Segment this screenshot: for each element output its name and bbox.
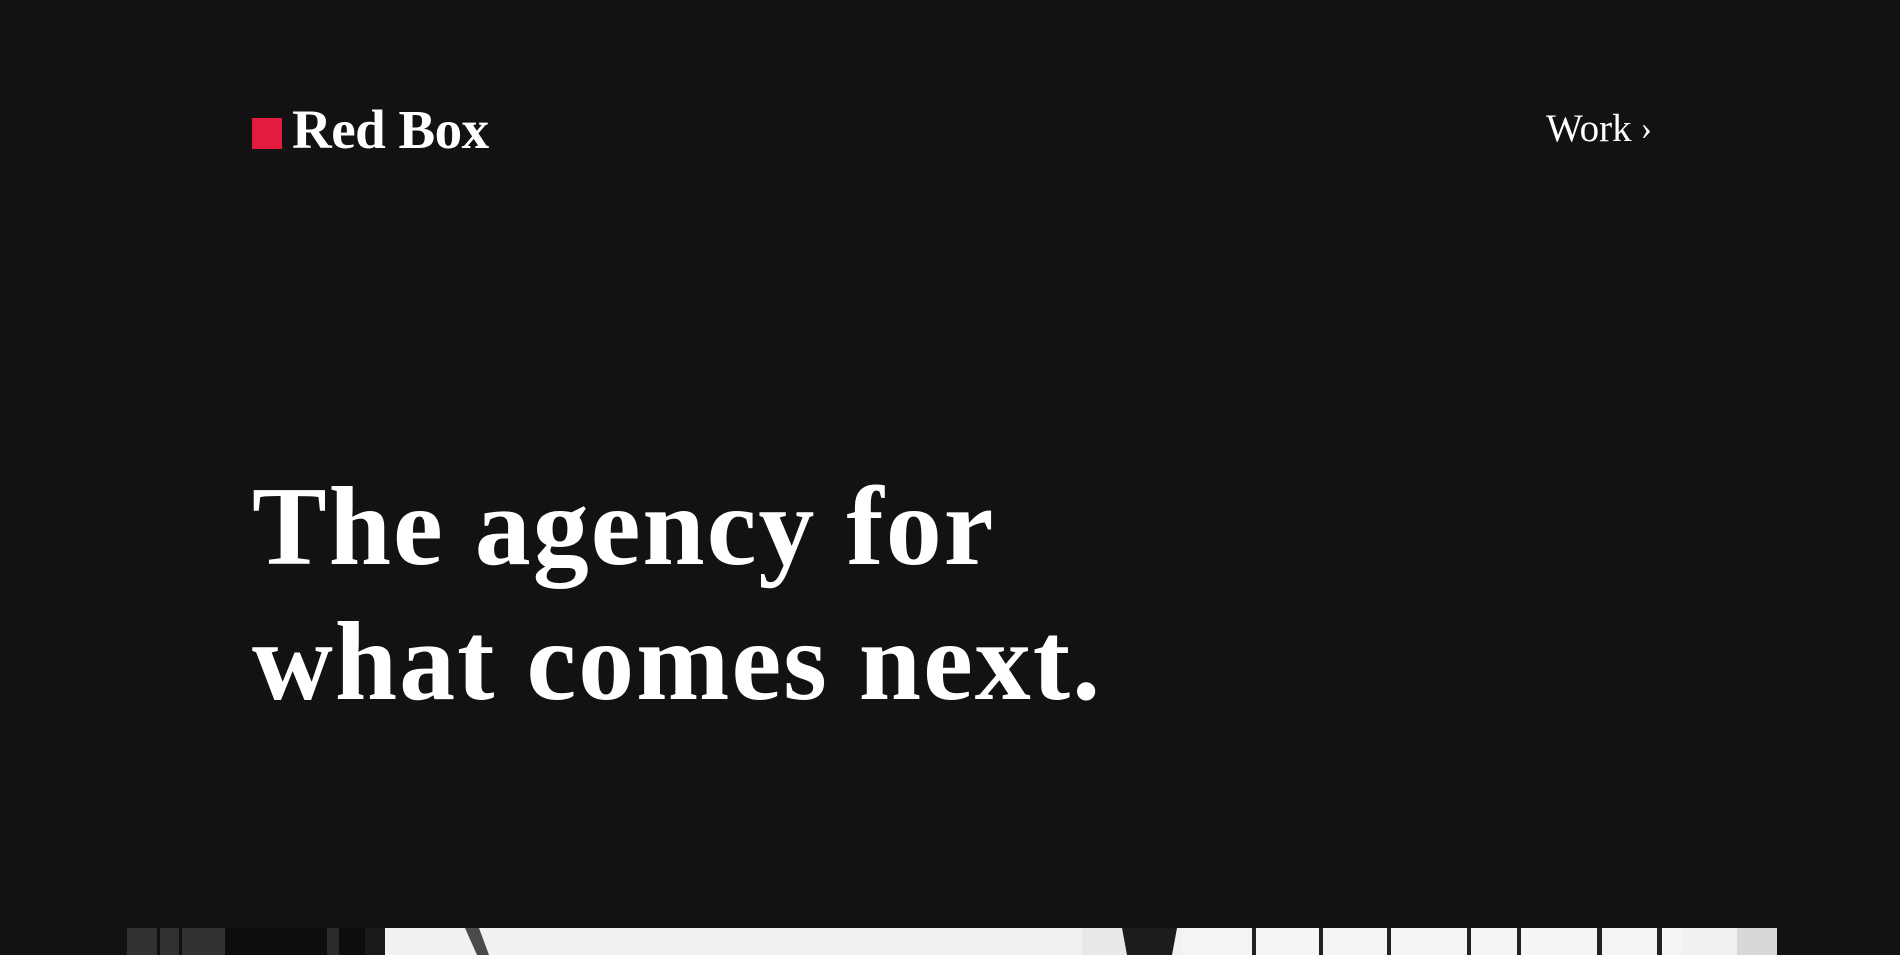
red-square-icon: [252, 118, 282, 149]
hero-headline-line-2: what comes next.: [252, 600, 1103, 724]
chevron-right-icon: ›: [1640, 110, 1652, 147]
brand-logo-link[interactable]: [252, 98, 489, 162]
brand-name: Red Box: [292, 99, 489, 160]
hero-headline-line-1: The agency for: [252, 465, 996, 589]
hero-photo-graphic: [127, 928, 1777, 955]
hero-photo: [127, 928, 1777, 955]
nav-work-link[interactable]: [1546, 104, 1652, 154]
nav-work-label: Work: [1545, 107, 1632, 150]
hero-headline: [252, 460, 1102, 730]
